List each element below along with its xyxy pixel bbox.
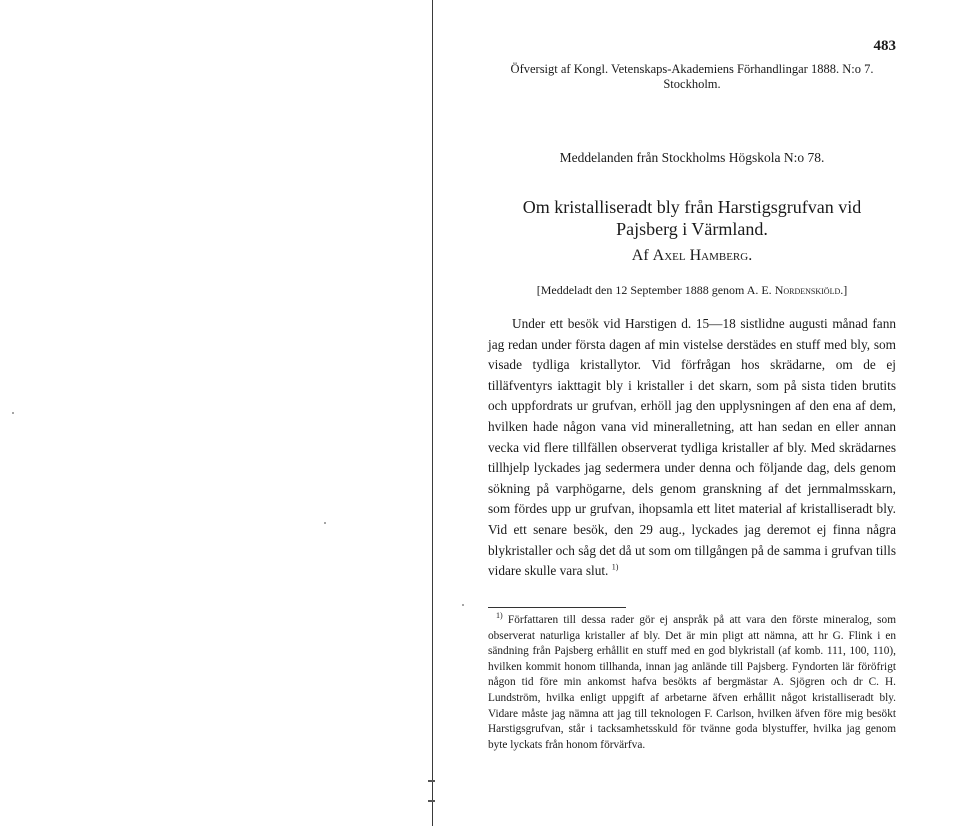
footnote-separator <box>488 607 626 608</box>
communicated-name: Nordenskiöld <box>774 283 841 297</box>
article-title-line2: Pajsberg i Värmland. <box>616 219 768 239</box>
footnote-marker: 1) <box>496 611 503 621</box>
scan-speck <box>12 412 14 414</box>
scan-speck <box>324 522 326 524</box>
author-name: Axel Hamberg. <box>652 247 753 264</box>
journal-header-line2: Stockholm. <box>663 77 721 91</box>
communicated-line <box>488 283 896 298</box>
communicated-text: [Meddeladt den 12 September 1888 genom A. E. <box>536 283 775 297</box>
communicated-suffix: .] <box>840 283 848 297</box>
article-title-line1: Om kristalliseradt bly från Harstigsgrufvan vid <box>522 197 862 217</box>
gutter-mark <box>428 800 435 802</box>
scan-speck <box>462 604 464 606</box>
article-title <box>488 196 896 240</box>
body-paragraph-text: Under ett besök vid Harstigen d. 15—18 sistlidne augusti månad fann jag redan under första dagen af min vistelse derstädes en stuff med bly, som visade tydliga kristallytor. Vid förfrågan hos skrädarne, om de ej tilläfventyrs iakttagit bly i kristaller i det skarn, som på sista tiden brutits och uppfordrats ur grufvan, erhöll jag den upplysningen af den ena af dem, hvilken hade någon vana vid mineralletning, att han sedan en eller annan vecka vid flere tillfällen observerat tydliga kristaller af bly. Med skrädarnes tillhjelp lyckades jag sedermera under denna och följande dag, dels genom sökning på varphögarne, dels genom granskning af det jernmalmsskarn, som fördes upp ur grufvan, ihopsamla ett litet material af kristalliseradt bly. Vid ett senare besök, den 29 aug., lyckades jag deremot ej finna några blykristaller och såg det då ut som om tillgången på de samma i grufvan tills vidare skulle vara slut. <box>488 316 896 579</box>
author-line <box>488 247 896 265</box>
footnote-text: Författaren till dessa rader gör ej anspråk på att vara den förste mineralog, som observerat naturliga kristaller af bly. Det är min pligt att nämna, att hr G. Flink i en sändning från Pajsberg erhållit en stuff med en god blykristall (af komb. 111, 100, 110), hvilken kommit honom tillhanda, innan jag anlände till Pajsberg. Fyndorten lär föröfrigt någon tid före min ankomst hafva besökts af bergmästar A. Sjögren och dr C. H. Lundström, hvilka enligt uppgift af arbetarne äfven erhållit något kristalliseradt bly. Vidare måste jag nämna att jag till teknologen F. Carlson, hvilken äfven före mig besökt Harstigsgrufvan, står i tacksamhetsskuld för tvänne goda blystuffer, hvilka jag genom byte lyckats från honom förvärfva. <box>488 614 896 751</box>
journal-header-line1: Öfversigt af Kongl. Vetenskaps-Akademiens Förhandlingar 1888. N:o 7. <box>510 62 874 76</box>
footnote <box>488 613 896 753</box>
gutter-mark <box>428 780 435 782</box>
journal-header <box>488 62 896 92</box>
footnote-reference: 1) <box>611 562 619 572</box>
footnote-paragraph <box>488 613 896 753</box>
body-paragraph <box>488 314 896 582</box>
body-text <box>488 314 896 582</box>
author-prefix: Af <box>631 247 653 264</box>
series-line: Meddelanden från Stockholms Högskola N:o 78. <box>559 150 825 165</box>
page-gutter-line <box>432 0 433 826</box>
page-number: 483 <box>873 38 896 54</box>
